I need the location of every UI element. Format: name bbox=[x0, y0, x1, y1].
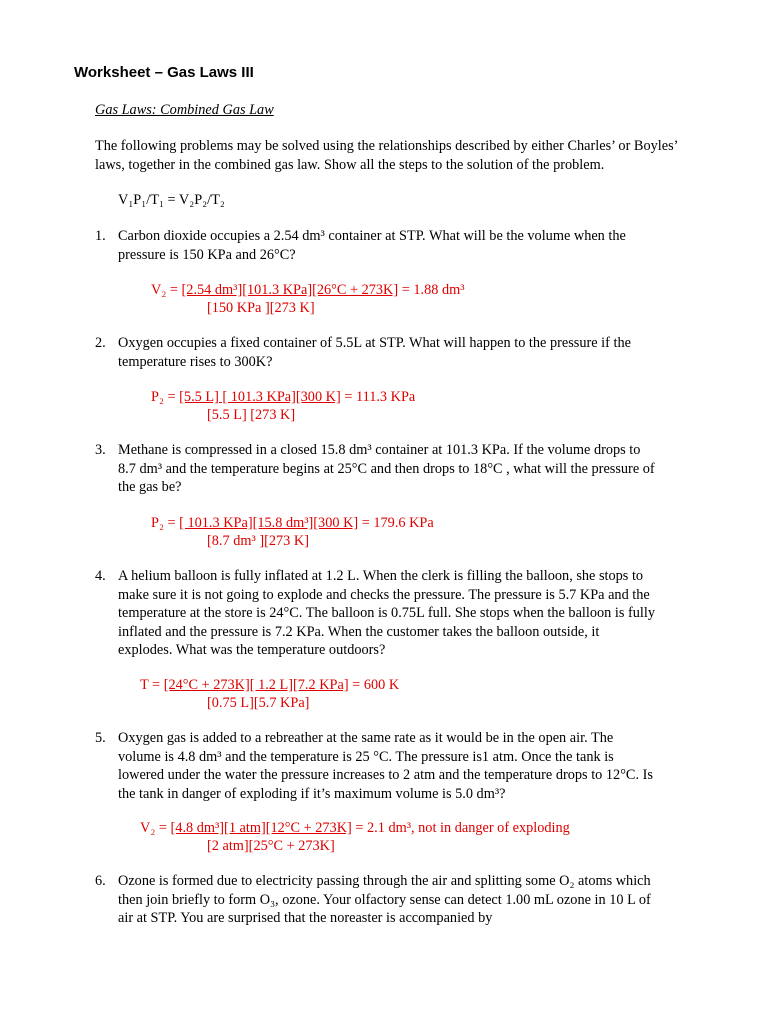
question-number: 4. bbox=[95, 568, 106, 584]
question-6 bbox=[95, 872, 655, 928]
answer-numerator: [5.5 L] [ 101.3 KPa][300 K] bbox=[179, 389, 341, 405]
answer-lead: P₂ = bbox=[151, 389, 180, 405]
question-2 bbox=[95, 334, 655, 371]
intro-paragraph: The following problems may be solved using the relationships described by either Charles’ or Boyles’ laws, together in the combined gas law. Show all the steps to the solution of the problem. bbox=[95, 138, 678, 173]
question-number: 5. bbox=[95, 730, 106, 746]
question-number: 2. bbox=[95, 335, 106, 351]
answer-5 bbox=[140, 819, 570, 837]
answer-2 bbox=[151, 388, 415, 406]
answer-lead: P₂ = bbox=[151, 515, 180, 531]
question-number: 1. bbox=[95, 228, 106, 244]
question-text: Methane is compressed in a closed 15.8 dm³ container at 101.3 KPa. If the volume drops to 8.7 dm³ and the temperature begins at 25°C and then drops to 18°C , what will the pressure of the gas be? bbox=[118, 442, 655, 495]
question-text: Carbon dioxide occupies a 2.54 dm³ container at STP. What will be the volume when the pressure is 150 KPa and 26°C? bbox=[118, 228, 626, 263]
answer-1-denominator: [150 KPa ][273 K] bbox=[207, 300, 315, 316]
answer-5-denominator: [2 atm][25°C + 273K] bbox=[207, 838, 335, 854]
answer-numerator: [ 101.3 KPa][15.8 dm³][300 K] bbox=[179, 515, 359, 531]
answer-1 bbox=[151, 281, 465, 299]
question-text: A helium balloon is fully inflated at 1.2 L. When the clerk is filling the balloon, she stops to make sure it is not going to explode and checks the pressure. The pressure is 5.7 KPa and the temperature at the store is 24°C. The balloon is 0.75L full. She stops when the balloon is fully inflated and the pressure is 7.2 KPa. When the customer takes the balloon outside, it explodes. What was the temperature outdoors? bbox=[118, 568, 655, 658]
answer-result: = 600 K bbox=[348, 677, 400, 693]
answer-numerator: [4.8 dm³][1 atm][12°C + 273K] bbox=[170, 820, 352, 836]
question-1 bbox=[95, 227, 655, 264]
answer-result: = 2.1 dm³, not in danger of exploding bbox=[351, 820, 570, 836]
question-number: 3. bbox=[95, 442, 106, 458]
answer-result: = 179.6 KPa bbox=[358, 515, 434, 531]
answer-2-denominator: [5.5 L] [273 K] bbox=[207, 407, 296, 423]
answer-lead: V₂ = bbox=[151, 282, 182, 298]
question-5 bbox=[95, 729, 655, 803]
answer-lead: V₂ = bbox=[140, 820, 171, 836]
answer-result: = 111.3 KPa bbox=[340, 389, 416, 405]
answer-4 bbox=[140, 676, 399, 694]
question-4 bbox=[95, 567, 655, 660]
answer-numerator: [2.54 dm³][101.3 KPa][26°C + 273K] bbox=[181, 282, 399, 298]
page-title: Worksheet – Gas Laws III bbox=[74, 64, 254, 81]
section-subtitle: Gas Laws: Combined Gas Law bbox=[95, 102, 274, 118]
question-number: 6. bbox=[95, 873, 106, 889]
answer-3-denominator: [8.7 dm³ ][273 K] bbox=[207, 533, 309, 549]
question-text: Ozone is formed due to electricity passing through the air and splitting some O₂ atoms which then join briefly to form O₃, ozone. Your olfactory sense can detect 1.00 mL ozone in 10 L of air at STP. You are surprised that the noreaster is accompanied by bbox=[118, 873, 651, 926]
answer-3 bbox=[151, 514, 434, 532]
question-text: Oxygen occupies a fixed container of 5.5L at STP. What will happen to the pressure if the temperature rises to 300K? bbox=[118, 335, 631, 370]
answer-numerator: [24°C + 273K][ 1.2 L][7.2 KPa] bbox=[163, 677, 349, 693]
question-3 bbox=[95, 441, 655, 497]
answer-lead: T = bbox=[140, 677, 164, 693]
answer-4-denominator: [0.75 L][5.7 KPa] bbox=[207, 695, 310, 711]
answer-result: = 1.88 dm³ bbox=[398, 282, 465, 298]
combined-gas-law-equation: V₁P₁/T₁ = V₂P₂/T₂ bbox=[118, 192, 225, 208]
question-text: Oxygen gas is added to a rebreather at the same rate as it would be in the open air. The volume is 4.8 dm³ and the temperature is 25 °C. The pressure is1 atm. Once the tank is lowered under the water the pressure increases to 2 atm and the temperature drops to 12°C. Is the tank in danger of exploding if it’s maximum volume is 5.0 dm³? bbox=[118, 730, 653, 802]
